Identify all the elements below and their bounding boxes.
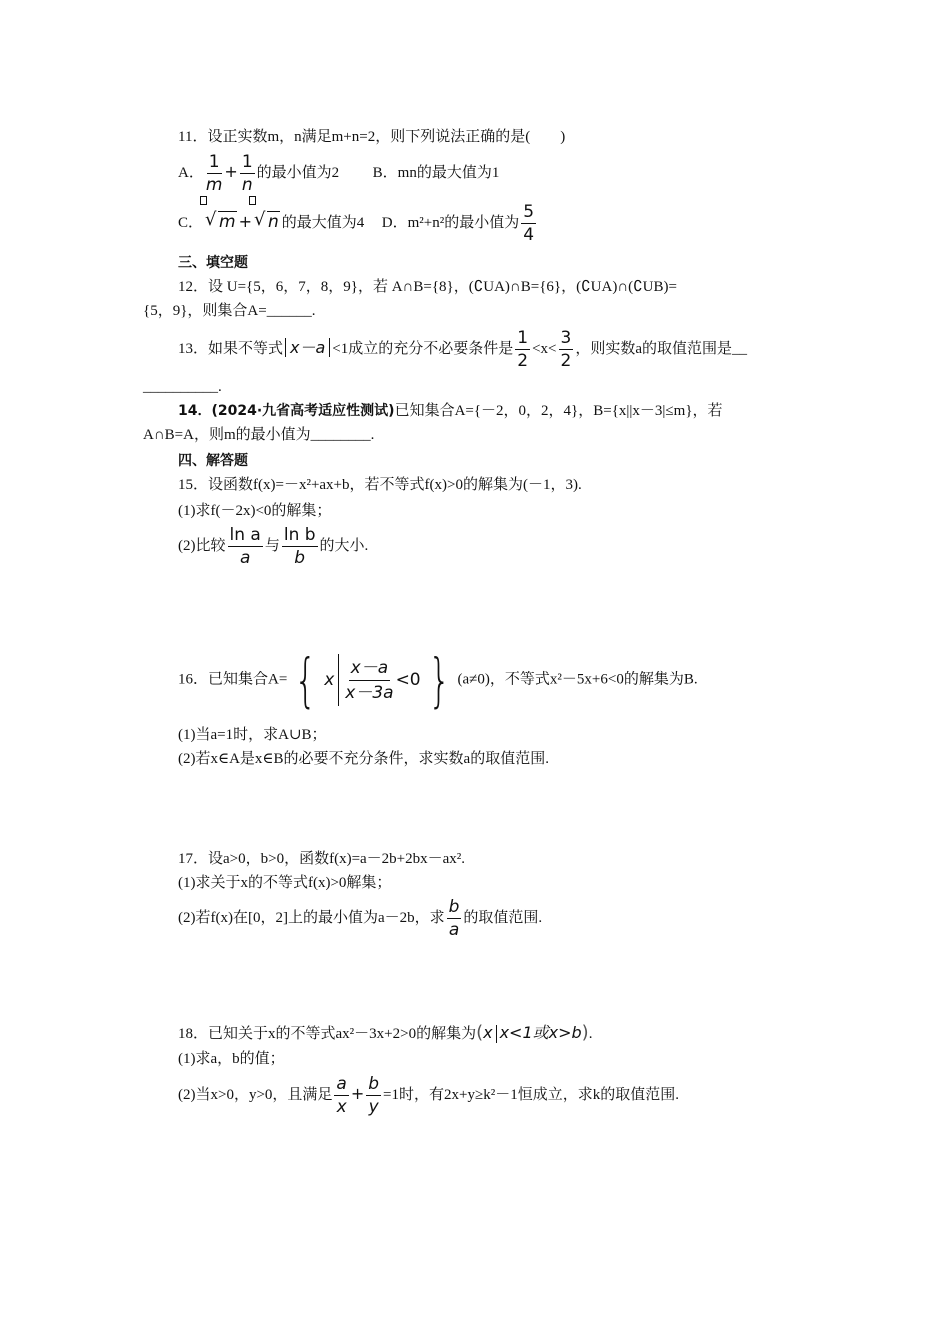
q13-lt: <x< — [532, 341, 557, 357]
q11-option-a-label: A． — [178, 165, 204, 181]
q14-line1-text: 已知集合A={－2，0，2，4}，B={x||x－3|≤m}，若 — [394, 403, 723, 419]
q15-frac-lna-a: $\frac{\text{ln a}}{a}$ — [229, 525, 261, 569]
q17-part1: (1)求关于x的不等式f(x)>0解集； — [178, 875, 392, 891]
q11-option-d-label: D． — [381, 215, 408, 231]
q15-part2-prefix: (2)比较 — [178, 538, 226, 554]
q18-set-builder: (x x<1或x>b) — [476, 1022, 589, 1043]
q17-part2-prefix: (2)若f(x)在[0，2]上的最小值为a－2b，求 — [178, 910, 445, 926]
q13-frac2: $\frac{3}{2}$ — [560, 328, 572, 372]
q18-frac-a-x: $\frac{a}{x}$ — [336, 1074, 347, 1118]
q12-line1: 12．设 U={5，6，7，8，9}，若 A∩B={8}，(∁UA)∩B={6}，(∁UA)∩(∁UB)= — [178, 279, 677, 295]
q14-line2: A∩B=A，则m的最小值为________. — [143, 427, 375, 443]
q17-part2 — [178, 896, 542, 940]
q13-line2: __________. — [143, 379, 222, 395]
q14-source-tag: 14．(2024·九省高考适应性测试) — [178, 403, 395, 419]
q11-option-c-root-n: √ n — [256, 200, 280, 244]
section-heading-fill-in: 三、填空题 — [178, 255, 248, 271]
q13-prefix: 13．如果不等式 — [178, 341, 284, 357]
q18-prefix: 18．已知关于x的不等式ax²－3x+2>0的解集为 — [178, 1026, 477, 1042]
q15-stem: 15．设函数f(x)=－x²+ax+b，若不等式f(x)>0的解集为(－1，3). — [178, 477, 582, 493]
q18-plus: + — [350, 1084, 365, 1103]
q11-option-d-frac: $\frac{5}{4}$ — [523, 202, 535, 246]
q11-option-c-root-m: √ m — [207, 200, 237, 244]
q11-option-d-text: m²+n²的最小值为 — [407, 215, 520, 231]
q13-line1 — [178, 326, 747, 371]
q11-option-a-frac1: $\frac{1}{m}$ — [205, 152, 223, 196]
q13-abs-expr: x－a — [285, 338, 330, 357]
section-heading-solutions: 四、解答题 — [178, 453, 248, 469]
q15-frac-lnb-b: $\frac{\text{ln b}}{b}$ — [283, 525, 316, 569]
q13-mid: <1成立的充分不必要条件是 — [332, 341, 514, 357]
q18-suffix: . — [588, 1026, 593, 1042]
q18-part2-suffix: =1时，有2x+y≥k²－1恒成立，求k的取值范围. — [383, 1087, 679, 1103]
q14-line1 — [178, 400, 723, 422]
q17-stem: 17．设a>0，b>0，函数f(x)=a－2b+2bx－ax². — [178, 851, 466, 867]
q16-part1: (1)当a=1时，求A∪B； — [178, 727, 327, 743]
q11-option-a-frac2: $\frac{1}{n}$ — [241, 152, 253, 196]
q16-suffix: (a≠0)，不等式x²－5x+6<0的解集为B. — [457, 671, 698, 688]
q15-part2-suffix: 的大小. — [319, 538, 369, 554]
q16-stem — [178, 646, 698, 714]
q18-frac-b-y: $\frac{b}{y}$ — [368, 1074, 380, 1118]
q16-prefix: 16．已知集合A= — [178, 671, 288, 688]
q18-part2 — [178, 1072, 679, 1117]
q15-part1: (1)求f(－2x)<0的解集； — [178, 503, 332, 519]
q11-options-ab: A． $\frac{1}{m}$ + $\frac{1}{n}$ 的最小值为2 B．mn的最大值为1 — [178, 152, 500, 196]
q18-part2-prefix: (2)当x>0，y>0，且满足 — [178, 1087, 333, 1103]
q18-part1: (1)求a，b的值； — [178, 1051, 285, 1067]
q12-line2: {5，9}，则集合A=______. — [143, 303, 316, 319]
q11-options-cd: C． √ m + √ n 的最大值为4 D．m²+n²的最小值为 $\frac{5}{4}$ — [178, 200, 538, 245]
q17-part2-suffix: 的取值范围. — [463, 910, 543, 926]
q16-part2: (2)若x∈A是x∈B的必要不充分条件，求实数a的取值范围. — [178, 751, 549, 767]
q15-part2 — [178, 524, 368, 568]
q11-option-c-label: C． — [178, 215, 204, 231]
q11-stem: 11．设正实数m，n满足m+n=2，则下列说法正确的是( ) — [178, 129, 566, 145]
q11-option-a-text: 的最小值为2 — [256, 165, 340, 181]
q17-frac-b-a: $\frac{b}{a}$ — [448, 897, 460, 941]
q11-option-c-text: 的最大值为4 — [281, 215, 365, 231]
q15-part2-mid: 与 — [264, 538, 280, 554]
q11-option-b: B．mn的最大值为1 — [372, 165, 500, 181]
q13-suffix: ，则实数a的取值范围是__ — [575, 341, 748, 357]
q18-stem — [178, 1022, 592, 1045]
q16-set-builder: { x $\frac{x-a}{x-3a}$ <0 } — [294, 646, 451, 714]
q13-frac1: $\frac{1}{2}$ — [517, 328, 529, 372]
